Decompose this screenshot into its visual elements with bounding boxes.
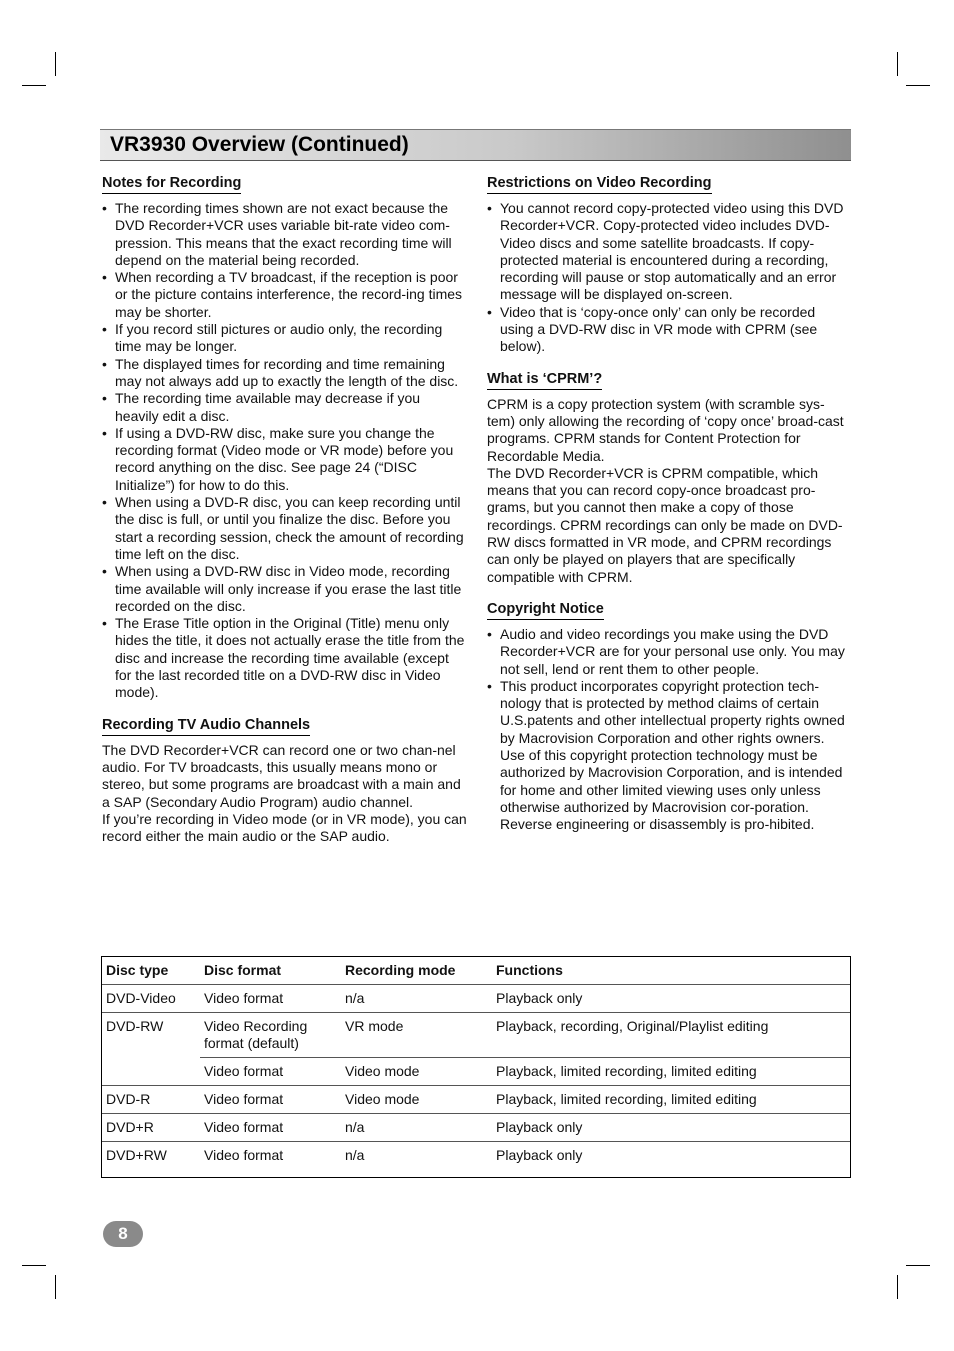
notes-list bbox=[102, 200, 467, 702]
cell-functions: Playback only bbox=[492, 985, 850, 1013]
cell-recording-mode: n/a bbox=[341, 985, 492, 1013]
list-item: • Video that is ‘copy-once only’ can only be recorded using a DVD-RW disc in VR mode with CPRM (see below). bbox=[487, 304, 847, 356]
cprm-section bbox=[487, 370, 847, 586]
table-row bbox=[102, 1114, 850, 1142]
page-number: 8 bbox=[118, 1224, 128, 1243]
notes-heading: Notes for Recording bbox=[102, 174, 241, 194]
crop-mark bbox=[906, 1265, 930, 1266]
cell-disc-type: DVD-R bbox=[102, 1086, 200, 1114]
copyright-list bbox=[487, 626, 847, 834]
list-item: • When using a DVD-RW disc in Video mode, recording time available will only increase if you erase the last title recorded on the disc. bbox=[102, 563, 467, 615]
cell-disc-format: Video format bbox=[200, 1058, 341, 1086]
cell-recording-mode: n/a bbox=[345, 1147, 365, 1163]
restrictions-list bbox=[487, 200, 847, 356]
table-row bbox=[102, 985, 850, 1013]
table-row bbox=[102, 1086, 850, 1114]
header-disc-type: Disc type bbox=[102, 957, 200, 985]
cell-functions: Playback, limited recording, limited editing bbox=[492, 1058, 850, 1086]
restrictions-section bbox=[487, 174, 847, 356]
cell-recording-mode: Video mode bbox=[341, 1086, 492, 1114]
left-column bbox=[102, 174, 467, 859]
list-item: • This product incorporates copyright protection tech-nology that is protected by method claims of certain U.S.patents and other intellectual property rights owned by Macrovision Corporation and other rights owners. Use of this copyright protection technology must be authorized by Macrovision Corporation, and is intended for home and other limited viewing uses only unless otherwise authorized by Macrovision cor-poration. Reverse engineering or disassembly is pro-hibited. bbox=[487, 678, 847, 834]
page-number-badge bbox=[103, 1221, 143, 1247]
cell-functions: Playback only bbox=[496, 1147, 583, 1163]
header-recording-mode: Recording mode bbox=[341, 957, 492, 985]
table-row bbox=[102, 1058, 850, 1086]
header-disc-format: Disc format bbox=[200, 957, 341, 985]
list-item: • If using a DVD-RW disc, make sure you change the recording format (Video mode or VR mode) before you record anything on the disc. See page 24 (“DISC Initialize”) for how to do this. bbox=[102, 425, 467, 494]
cprm-heading: What is ‘CPRM’? bbox=[487, 370, 602, 390]
cprm-paragraph: CPRM is a copy protection system (with scramble sys-tem) only allowing the recording of ‘copy once’ broad-cast programs. CPRM stands for Content Protection for Recordable Media. bbox=[487, 395, 844, 464]
table-row bbox=[102, 1013, 850, 1058]
restrictions-heading: Restrictions on Video Recording bbox=[487, 174, 712, 194]
header-functions: Functions bbox=[492, 957, 850, 985]
page-title-bar bbox=[100, 129, 851, 161]
cprm-paragraph: The DVD Recorder+VCR is CPRM compatible, which means that you can record copy-once broadcast pro-grams, but you cannot then make a copy of those recordings. CPRM recordings can only be made on DVD-RW discs formatted in VR mode, and CPRM recordings can only be played on players that are specifically compatible with CPRM. bbox=[487, 464, 843, 585]
cell-functions: Playback, recording, Original/Playlist editing bbox=[492, 1013, 850, 1058]
cell-disc-type: DVD+RW bbox=[106, 1147, 167, 1163]
list-item: • If you record still pictures or audio only, the recording time may be longer. bbox=[102, 321, 467, 356]
audio-heading: Recording TV Audio Channels bbox=[102, 716, 310, 736]
audio-channels-section bbox=[102, 716, 467, 846]
crop-mark bbox=[22, 85, 46, 86]
cell-functions: Playback only bbox=[492, 1114, 850, 1142]
cell-functions: Playback, limited recording, limited editing bbox=[492, 1086, 850, 1114]
copyright-heading: Copyright Notice bbox=[487, 600, 604, 620]
notes-for-recording-section bbox=[102, 174, 467, 702]
list-item: • You cannot record copy-protected video using this DVD Recorder+VCR. Copy-protected video includes DVD-Video discs and some satellite broadcasts. If copy-protected material is encountered during a recording, recording will pause or stop automatically and an error message will be displayed on-screen. bbox=[487, 200, 847, 304]
table-row bbox=[102, 1142, 850, 1177]
audio-paragraph: The DVD Recorder+VCR can record one or two chan-nel audio. For TV broadcasts, this usually means mono or stereo, but some programs are broadcast with a main and a SAP (Secondary Audio Program) audio channel. bbox=[102, 741, 461, 810]
cell-disc-type: DVD-Video bbox=[102, 985, 200, 1013]
list-item: • The recording time available may decrease if you heavily edit a disc. bbox=[102, 390, 467, 425]
audio-paragraph: If you’re recording in Video mode (or in VR mode), you can record either the main audio or the SAP audio. bbox=[102, 810, 467, 845]
crop-mark bbox=[897, 52, 898, 76]
crop-mark bbox=[906, 85, 930, 86]
list-item: • When recording a TV broadcast, if the reception is poor or the picture contains interference, the record-ing times may be shorter. bbox=[102, 269, 467, 321]
crop-mark bbox=[22, 1265, 46, 1266]
cell-disc-type bbox=[102, 1058, 200, 1086]
list-item: • The recording times shown are not exact because the DVD Recorder+VCR uses variable bit-rate video com-pression. This means that the exact recording time will depend on the material being recorded. bbox=[102, 200, 467, 269]
cell-disc-format: Video Recording format (default) bbox=[200, 1013, 341, 1058]
cell-recording-mode: VR mode bbox=[341, 1013, 492, 1058]
cell-disc-type: DVD-RW bbox=[106, 1018, 164, 1034]
table-header-row bbox=[102, 957, 850, 985]
right-column bbox=[487, 174, 847, 848]
list-item: • Audio and video recordings you make using the DVD Recorder+VCR are for your personal use only. You may not sell, lend or rent them to other people. bbox=[487, 626, 847, 678]
cell-disc-format: Video format bbox=[204, 1147, 284, 1163]
crop-mark bbox=[897, 1275, 898, 1299]
list-item: • The displayed times for recording and time remaining may not always add up to exactly the length of the disc. bbox=[102, 356, 467, 391]
disc-type-table bbox=[101, 956, 851, 1178]
list-item: • When using a DVD-R disc, you can keep recording until the disc is full, or until you finalize the disc. Before you start a recording session, check the amount of recording time left on the disc. bbox=[102, 494, 467, 563]
crop-mark bbox=[55, 1275, 56, 1299]
copyright-section bbox=[487, 600, 847, 834]
cell-recording-mode: n/a bbox=[341, 1114, 492, 1142]
list-item: • The Erase Title option in the Original (Title) menu only hides the title, it does not actually erase the title from the disc and increase the recording time available (except for the last recorded title on a DVD-RW disc in Video mode). bbox=[102, 615, 467, 701]
cell-disc-format: Video format bbox=[200, 1114, 341, 1142]
cell-recording-mode: Video mode bbox=[341, 1058, 492, 1086]
page-title: VR3930 Overview (Continued) bbox=[110, 133, 409, 156]
cell-disc-type: DVD+R bbox=[102, 1114, 200, 1142]
crop-mark bbox=[55, 52, 56, 76]
cell-disc-format: Video format bbox=[200, 985, 341, 1013]
cell-disc-format: Video format bbox=[200, 1086, 341, 1114]
